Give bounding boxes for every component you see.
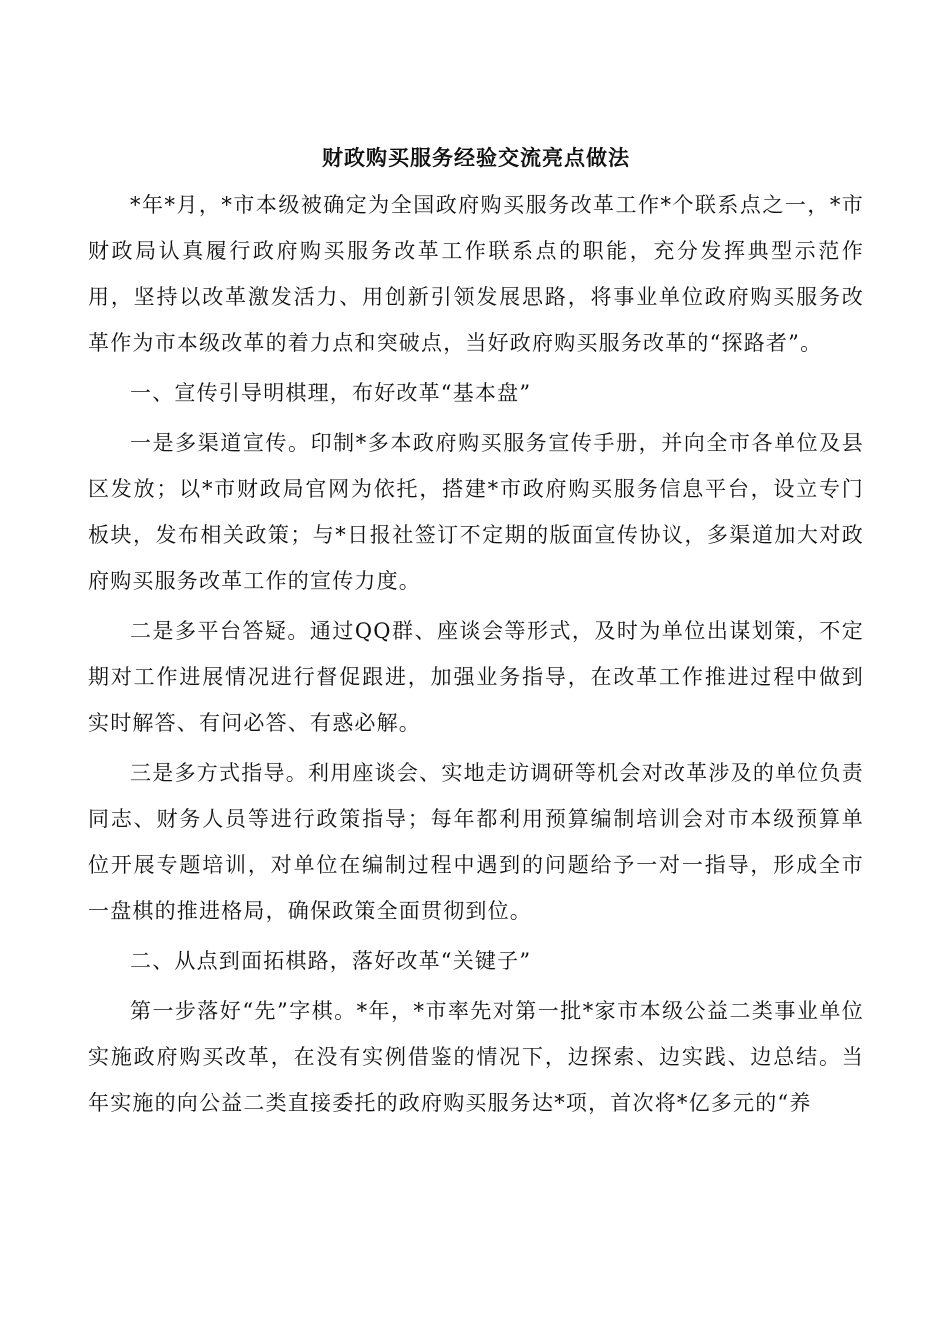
- paragraph-multi-method-guidance: 三是多方式指导。利用座谈会、实地走访调研等机会对改革涉及的单位负责同志、财务人员等进行政策指导；每年都利用预算编制培训会对市本级预算单位开展专题培训，对单位在编制过程中遇到的问题给予一对一指导，形成全市一盘棋的推进格局，确保政策全面贯彻到位。: [88, 761, 864, 923]
- paragraph-multi-channel-publicity: 一是多渠道宣传。印制*多本政府购买服务宣传手册，并向全市各单位及县区发放；以*市财政局官网为依托，搭建*市政府购买服务信息平台，设立专门板块，发布相关政策；与*日报社签订不定期的版面宣传协议，多渠道加大对政府购买服务改革工作的宣传力度。: [88, 431, 864, 593]
- document-body: [88, 138, 864, 1130]
- section-heading-2: 二、从点到面拓棋路，落好改革“关键子”: [130, 949, 532, 973]
- intro-paragraph: *年*月，*市本级被确定为全国政府购买服务改革工作*个联系点之一，*市财政局认真履行政府购买服务改革工作联系点的职能，充分发挥典型示范作用，坚持以改革激发活力、用创新引领发展思路，将事业单位政府购买服务改革作为市本级改革的着力点和突破点，当好政府购买服务改革的“探路者”。: [88, 193, 864, 355]
- document-title: 财政购买服务经验交流亮点做法: [322, 145, 630, 170]
- paragraph-multi-platform-qa: 二是多平台答疑。通过QQ群、座谈会等形式，及时为单位出谋划策，不定期对工作进展情况进行督促跟进，加强业务指导，在改革工作推进过程中做到实时解答、有问必答、有惑必解。: [88, 619, 864, 735]
- paragraph-first-step: 第一步落好“先”字棋。*年，*市率先对第一批*家市本级公益二类事业单位实施政府购买改革，在没有实例借鉴的情况下，边探索、边实践、边总结。当年实施的向公益二类直接委托的政府购买服务达*项，首次将*亿多元的“养: [88, 999, 864, 1115]
- section-heading-1: 一、宣传引导明棋理，布好改革“基本盘”: [130, 381, 532, 405]
